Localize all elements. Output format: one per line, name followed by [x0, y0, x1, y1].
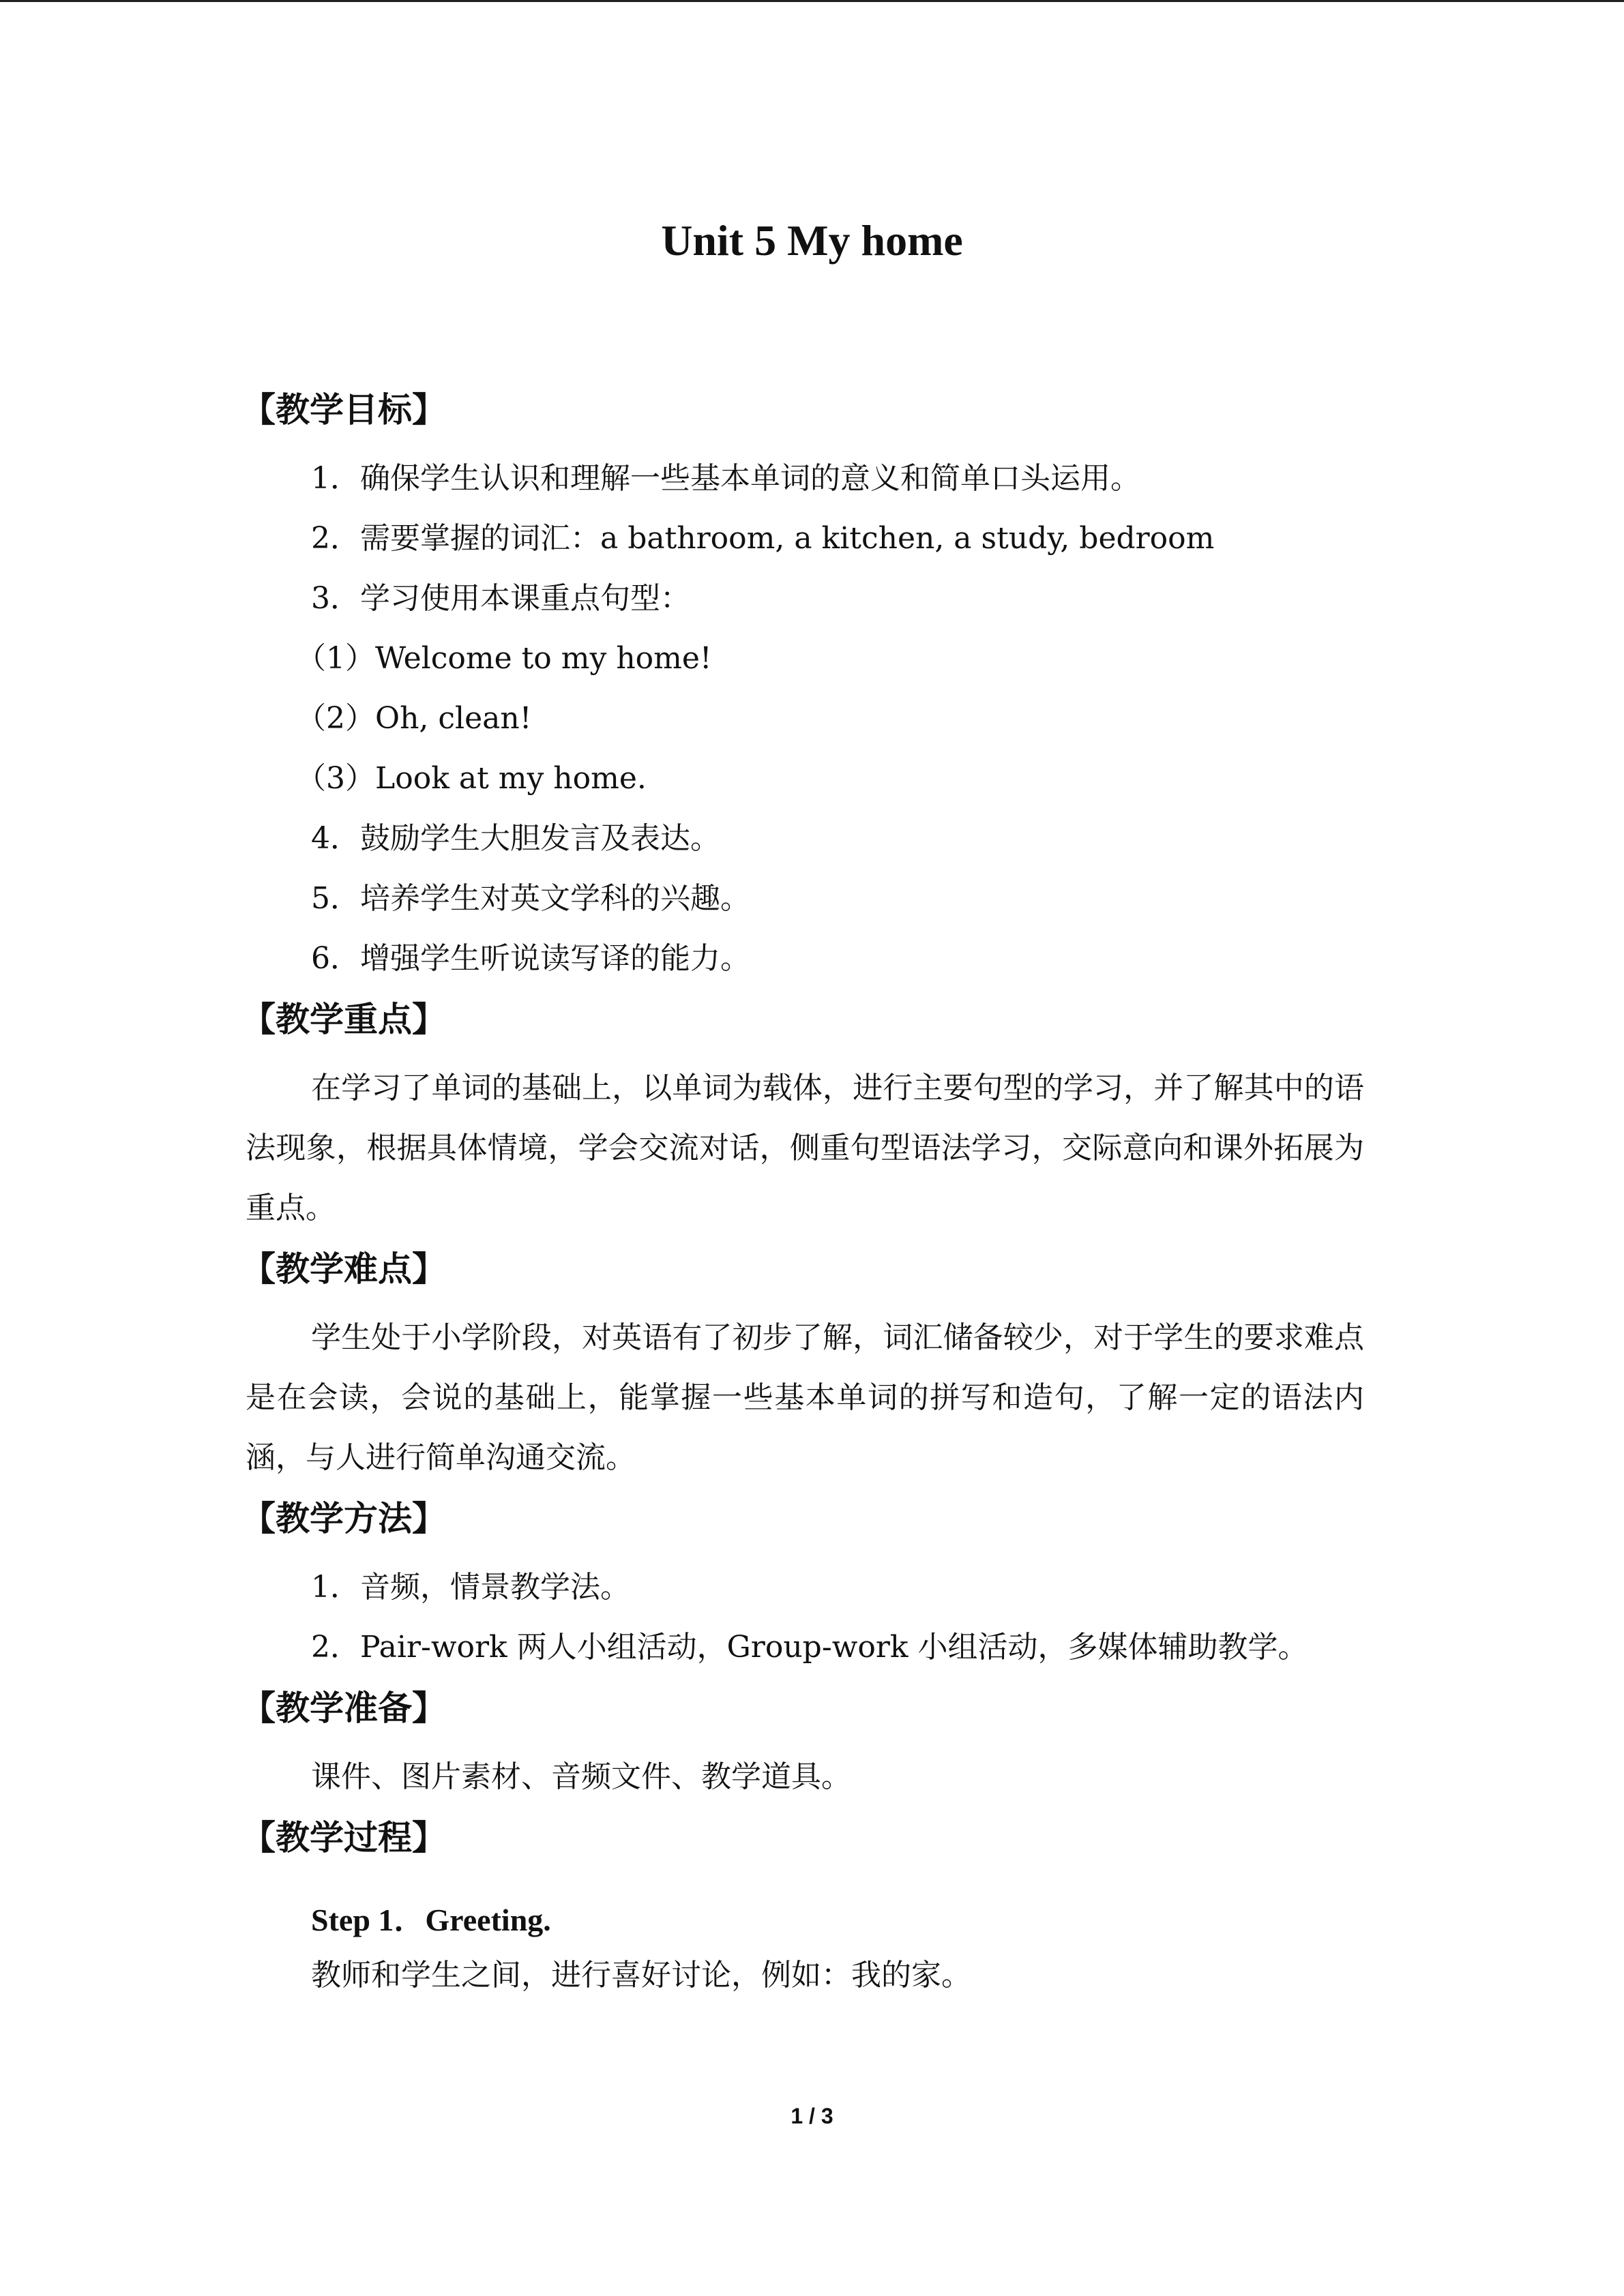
preparation-paragraph: 课件、图片素材、音频文件、教学道具。 — [311, 1759, 851, 1794]
section-heading-preparation: 【教学准备】 — [241, 1688, 446, 1728]
section-heading-difficulties: 【教学难点】 — [241, 1249, 446, 1289]
objective-item-3: 3．学习使用本课重点句型： — [311, 581, 690, 616]
objective-item-2: 2．需要掌握的词汇：a bathroom, a kitchen, a study, bedroom — [311, 521, 1215, 556]
section-heading-methods: 【教学方法】 — [241, 1499, 446, 1538]
section-heading-objectives: 【教学目标】 — [241, 390, 446, 430]
page-number: 1 / 3 — [791, 2104, 833, 2128]
step-1-text: 教师和学生之间，进行喜好讨论，例如：我的家。 — [311, 1958, 971, 1993]
difficulties-paragraph: 学生处于小学阶段，对英语有了初步了解，词汇储备较少，对于学生的要求难点是在会读，会说的基础上，能掌握一些基本单词的拼写和造句，了解一定的语法内涵，与人进行简单沟通交流。 — [246, 1320, 1364, 1475]
objective-item-1: 1．确保学生认识和理解一些基本单词的意义和简单口头运用。 — [311, 461, 1140, 496]
objective-subitem-2: （2）Oh, clean! — [296, 701, 532, 736]
method-item-2: 2．Pair-work 两人小组活动，Group-work 小组活动，多媒体辅助教学。 — [311, 1630, 1308, 1665]
section-heading-process: 【教学过程】 — [241, 1818, 446, 1858]
objective-subitem-3: （3）Look at my home. — [296, 761, 647, 796]
objective-item-5: 5．培养学生对英文学科的兴趣。 — [311, 881, 750, 916]
objective-item-6: 6．增强学生听说读写译的能力。 — [311, 941, 750, 976]
objective-item-4: 4．鼓励学生大胆发言及表达。 — [311, 821, 720, 856]
document-title: Unit 5 My home — [661, 216, 963, 265]
key-points-paragraph: 在学习了单词的基础上，以单词为载体，进行主要句型的学习，并了解其中的语法现象，根据具体情境，学会交流对话，侧重句型语法学习，交际意向和课外拓展为重点。 — [246, 1071, 1364, 1225]
method-item-1: 1．音频，情景教学法。 — [311, 1570, 630, 1605]
objective-subitem-1: （1）Welcome to my home! — [296, 641, 712, 676]
step-1-title: Step 1．Greeting. — [311, 1903, 551, 1937]
document-body — [241, 379, 1364, 2003]
section-heading-key-points: 【教学重点】 — [241, 1000, 446, 1039]
